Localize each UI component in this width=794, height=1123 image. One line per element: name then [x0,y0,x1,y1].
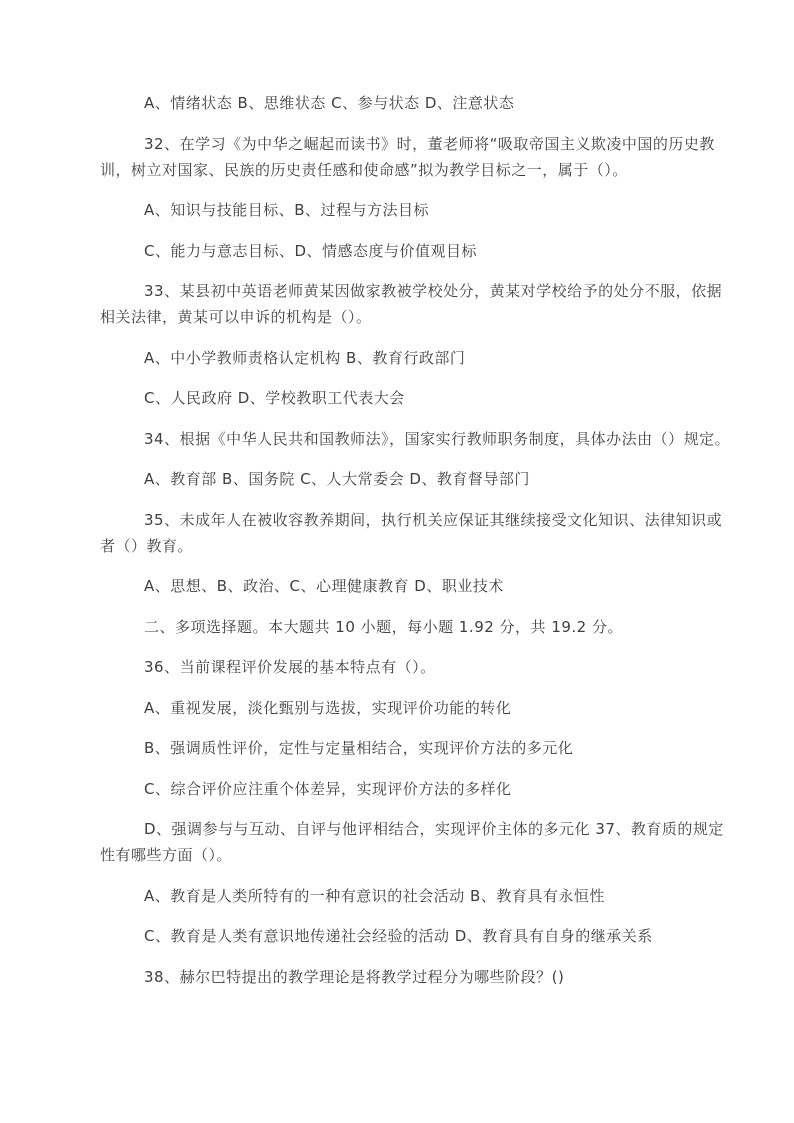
text-line: A、情绪状态 B、思维状态 C、参与状态 D、注意状态 [144,94,515,112]
q33-stem [100,278,723,330]
q38-stem [100,964,694,990]
text-line: A、思想、B、政治、C、心理健康教育 D、职业技术 [144,577,504,595]
text-line: C、教育是人类有意识地传递社会经验的活动 D、教育具有自身的继承关系 [144,927,653,945]
text-line: D、强调参与与互动、自评与他评相结合，实现评价主体的多元化 37、教育质的规定 [144,820,724,838]
document-body [100,90,731,990]
q36-option-b [100,735,694,761]
q32-options-cd [100,238,694,264]
text-line: 性有哪些方面（）。 [100,846,233,864]
q33-options-cd [100,385,694,411]
q33-options-ab [100,345,694,371]
text-line: B、强调质性评价，定性与定量相结合，实现评价方法的多元化 [144,739,574,757]
q36-option-c [100,776,694,802]
text-line: 训，树立对国家、民族的历史责任感和使命感”拟为教学目标之一，属于（）。 [100,160,628,179]
text-line: 38、赫尔巴特提出的教学理论是将教学过程分为哪些阶段？() [144,967,565,986]
text-line: 32、在学习《为中华之崛起而读书》时，董老师将“吸取帝国主义欺凌中国的历史教 [144,134,715,153]
text-line: 二、多项选择题。本大题共 10 小题，每小题 1.92 分，共 19.2 分。 [144,617,623,636]
text-line: C、人民政府 D、学校教职工代表大会 [144,389,405,407]
q32-stem [100,131,715,183]
q36-stem [100,654,694,680]
q32-options-ab [100,197,694,223]
text-line: 34、根据《中华人民共和国教师法》，国家实行教师职务制度，具体办法由（）规定。 [144,429,731,448]
text-line: A、知识与技能目标、B、过程与方法目标 [144,201,430,219]
text-line: C、能力与意志目标、D、情感态度与价值观目标 [144,241,478,260]
q35-stem [100,507,723,559]
text-line: 者（）教育。 [100,536,194,555]
text-line: 33、某县初中英语老师黄某因做家教被学校处分，黄某对学校给予的处分不服，依据 [144,282,723,300]
text-line: 相关法律，黄某可以申诉的机构是（）。 [100,308,372,326]
q36-option-a [100,695,694,721]
text-line: C、综合评价应注重个体差异，实现评价方法的多样化 [144,779,512,798]
q34-options [100,466,694,492]
q37-options-ab [100,883,694,909]
text-line: 35、未成年人在被收容教养期间，执行机关应保证其继续接受文化知识、法律知识或 [144,510,723,529]
q35-options [100,573,694,599]
text-line: A、教育是人类所特有的一种有意识的社会活动 B、教育具有永恒性 [144,886,605,905]
q34-stem [100,426,731,452]
section2-header [100,614,694,640]
text-line: A、中小学教师责格认定机构 B、教育行政部门 [144,348,466,367]
q36-option-d-q37-stem [100,816,724,868]
q37-options-cd [100,923,694,949]
text-line: 36、当前课程评价发展的基本特点有（）。 [144,658,436,676]
text-line: A、教育部 B、国务院 C、人大常委会 D、教育督导部门 [144,470,530,488]
q31-options [100,90,694,116]
text-line: A、重视发展，淡化甄别与选拔，实现评价功能的转化 [144,698,512,717]
